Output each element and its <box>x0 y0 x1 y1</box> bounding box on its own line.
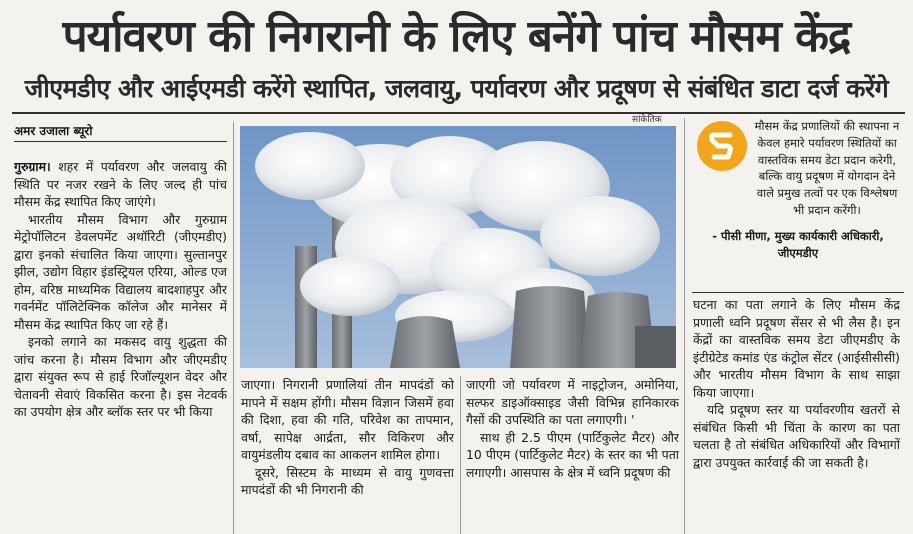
article-column-1 <box>14 158 227 534</box>
paragraph: जाएगा। निगरानी प्रणालियां तीन मापदंडों को मापने में सक्षम होंगी। मौसम विज्ञान जिसमें हवा की दिशा, हवा की गति, परिवेश का तापमान, वर्षा, सापेक्ष आर्द्रता, सौर विकिरण और वायुमंडलीय दबाव का आकलन शामिल होगा। <box>241 377 454 462</box>
paragraph: घटना का पता लगाने के लिए मौसम केंद्र प्रणाली ध्वनि प्रदूषण सेंसर से भी लैस है। इन केंद्रों का वास्तविक समय डेटा जीएमडीए के इंटीग्रेटेड कमांड एंड कंट्रोल सेंटर (आईसीसीसी) और भारतीय मौसम विभाग के साथ साझा किया जाएगा। <box>693 297 900 400</box>
paragraph: दूसरे, सिस्टम के माध्यम से वायु गुणवत्ता मापदंडों की भी निगरानी की <box>241 464 454 497</box>
paragraph <box>14 158 227 211</box>
quote-rule <box>692 292 904 293</box>
paragraph-text: शहर में पर्यावरण और जलवायु की स्थिति पर नजर रखने के लिए जल्द ही पांच मौसम केंद्र स्थापित किए जाएंगे। <box>14 159 227 209</box>
photo-credit: सांकेतिक <box>632 115 662 125</box>
paragraph: यदि प्रदूषण स्तर या पर्यावरणीय खतरों से संबंधित किसी भी चिंता के कारण का पता चलता है तो संबंधित अधिकारियों और विभागों द्वारा उपयुक्त कार्रवाई की जा सकती है। <box>693 402 900 470</box>
paragraph: इनको लगाने का मकसद वायु शुद्धता की जांच करना है। मौसम विभाग और जीएमडीए द्वारा संयुक्त रूप से हाई रिजॉल्यूशन वेदर और चेतावनी सेवाएं विकसित करना है। इस नेटवर्क का उपयोग क्षेत्र और ब्लॉक स्तर पर भी किया <box>14 334 227 419</box>
quote-box <box>692 118 904 290</box>
quote-text: मौसम केंद्र प्रणालियों की स्थापना न केवल हमारे पर्यावरण स्थितियों का वास्तविक समय डेटा प्रदान करेगी, बल्कि वायु प्रदूषण में योगदान देने वाले प्रमुख तत्वों पर एक विश्लेषण भी प्रदान करेंगी। <box>754 119 900 217</box>
article-column-3 <box>466 376 679 534</box>
quote-attribution: - पीसी मीणा, मुख्य कार्यकारी अधिकारी, जीएमडीए <box>712 229 884 260</box>
paragraph: भारतीय मौसम विभाग और गुरुग्राम मेट्रोपॉलिटन डेवलपमेंट अथॉरिटी (जीएमडीए) द्वारा इनको संचालित किया जाएगा। सुल्तानपुर झील, उद्योग विहार इंडस्ट्रियल एरिया, ओल्ड एज होम, वरिष्ठ माध्यमिक विद्यालय बादशाहपुर और गवर्नमेंट पॉलिटेक्निक कॉलेज और मानेसर में मौसम केंद्र स्थापित किए जा रहे हैं। <box>14 211 227 332</box>
paragraph: जाएगी जो पर्यावरण में नाइट्रोजन, अमोनिया, सल्फर डाइऑक्साइड जैसी विभिन्न हानिकारक गैसों की उपस्थिति का पता लगाएगी। ' <box>466 377 679 427</box>
power-plant-photo <box>240 126 676 368</box>
article-column-4 <box>693 296 900 534</box>
paragraph: साथ ही 2.5 पीएम (पार्टिकुलेट मैटर) और 10 पीएम (पार्टिकुलेट मैटर) के स्तर का भी पता लगाएगी। आसपास के क्षेत्र में ध्वनि प्रदूषण की <box>466 429 679 480</box>
byline: अमर उजाला ब्यूरो <box>14 124 93 138</box>
header-rule <box>12 112 905 114</box>
dateline: गुरुग्राम। <box>14 159 51 174</box>
column-divider <box>460 376 461 534</box>
column-divider <box>233 122 234 534</box>
subheadline: जीएमडीए और आईएमडी करेंगे स्थापित, जलवायु, पर्यावरण और प्रदूषण से संबंधित डाटा दर्ज करेंगे <box>24 74 889 103</box>
article-column-2 <box>241 376 454 534</box>
byline-rule <box>14 141 227 142</box>
quote-logo-icon <box>696 120 748 172</box>
headline: पर्यावरण की निगरानी के लिए बनेंगे पांच मौसम केंद्र <box>62 11 851 62</box>
column-divider <box>684 118 685 534</box>
